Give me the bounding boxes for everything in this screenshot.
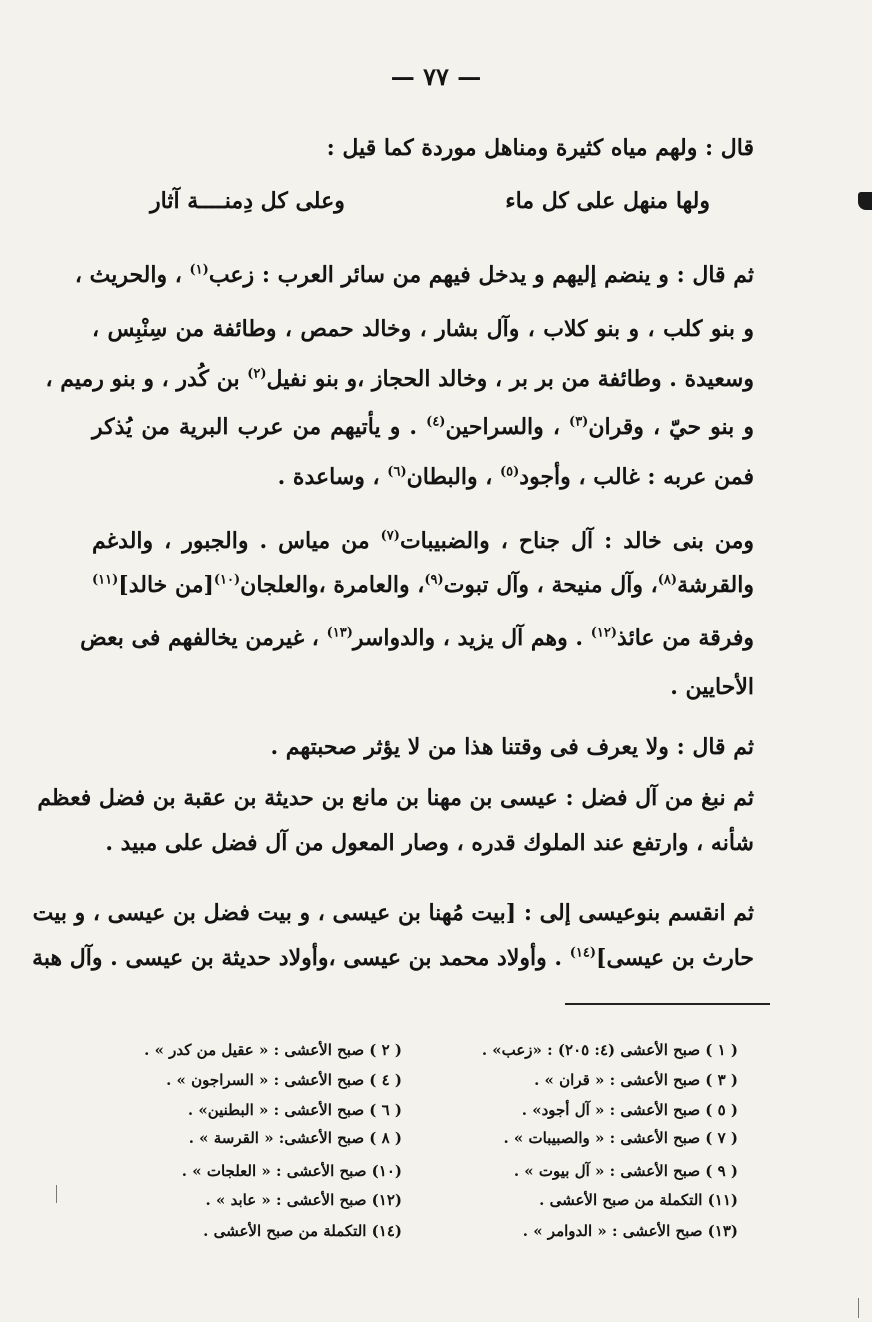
- footnote-ref: (٣): [569, 414, 589, 430]
- footnote-ref: (٦): [387, 464, 407, 480]
- footnote: ( ١ ) صبح الأعشى (٤: ٢٠٥) : «زعب» .: [481, 1041, 738, 1059]
- paragraph-line: ثم نبغ من آل فضل : عيسى بن مهنا بن مانع بن حديثة بن عقبة بن فضل فعظم: [37, 785, 754, 811]
- footnote: ( ٢ ) صبح الأعشى : « عقيل من كدر » .: [144, 1041, 402, 1059]
- footnote-ref: (١٣): [326, 625, 353, 641]
- footnote: (١٤) التكملة من صبح الأعشى .: [203, 1222, 402, 1240]
- verse-first-hemistich: ولها منهل على كل ماء: [505, 188, 710, 214]
- footnote-ref: (٥): [500, 464, 520, 480]
- footnote-separator: [565, 1003, 770, 1005]
- footnote-ref: (١): [189, 262, 209, 278]
- footnote-ref: (١١): [92, 572, 119, 588]
- paragraph-line: الأحايين .: [670, 674, 754, 700]
- intro-line: قال : ولهم مياه كثيرة ومناهل موردة كما قيل :: [326, 135, 754, 161]
- paragraph-line: والقرشة$^{(٨)}$، وآل منيحة ، وآل تبوت$^{(٩)}$، والعامرة ،والعلجان$^{(١٠)}$[من خالد]$^{(١١)}$: [92, 572, 754, 598]
- footnote: ( ٦ ) صبح الأعشى : « البطنين» .: [187, 1101, 402, 1119]
- paragraph-line: حارث بن عيسى]$^{(١٤)}$ . وأولاد محمد بن عيسى ،وأولاد حديثة بن عيسى . وآل هبة: [32, 945, 754, 971]
- paragraph-line: شأنه ، وارتفع عند الملوك قدره ، وصار المعول من آل فضل على مبيد .: [105, 830, 754, 856]
- scan-speck: [858, 1298, 859, 1318]
- footnote-ref: (٧): [380, 528, 400, 544]
- footnote-ref: (١٠): [213, 572, 241, 588]
- footnote-ref: (١٤): [569, 945, 597, 961]
- paragraph-line: ثم قال : ولا يعرف فى وقتنا هذا من لا يؤثر صحبتهم .: [270, 734, 754, 760]
- footnote: (١٣) صبح الأعشى : « الدوامر » .: [522, 1222, 738, 1240]
- paragraph-line: فمن عربه : غالب ، وأجود$^{(٥)}$ ، والبطان$^{(٦)}$ ، وساعدة .: [277, 464, 754, 490]
- paragraph-line: وفرقة من عائذ$^{(١٢)}$ . وهم آل يزيد ، والدواسر$^{(١٣)}$ ، غيرمن يخالفهم فى بعض: [80, 625, 754, 651]
- paragraph-line: و بنو كلب ، و بنو كلاب ، وآل بشار ، وخالد حمص ، وطائفة من سِنْبِس ،: [92, 316, 754, 342]
- paragraph-line: ومن بنى خالد : آل جناح ، والضبيبات$^{(٧)}$ من مياس . والجبور ، والدغم: [92, 528, 754, 554]
- footnote-ref: (٤): [426, 414, 446, 430]
- page-number: — ٧٧ —: [390, 62, 482, 91]
- scan-ink-mark: [858, 192, 872, 210]
- verse-second-hemistich: وعلى كل دِمنــــة آثار: [150, 188, 345, 214]
- footnote: ( ٤ ) صبح الأعشى : « السراجون » .: [166, 1071, 402, 1089]
- footnote: ( ٧ ) صبح الأعشى : « والصبيبات » .: [503, 1129, 738, 1147]
- paragraph-line: ثم قال : و ينضم إليهم و يدخل فيهم من سائر العرب : زعب$^{(١)}$ ، والحريث ،: [74, 262, 754, 288]
- footnote: ( ٣ ) صبح الأعشى : « قران » .: [534, 1071, 738, 1089]
- footnote-ref: (٨): [657, 572, 678, 588]
- scan-speck: [56, 1185, 57, 1203]
- footnote: ( ٥ ) صبح الأعشى : « آل أجود» .: [521, 1101, 738, 1119]
- footnote: (١١) التكملة من صبح الأعشى .: [539, 1191, 738, 1209]
- footnote-ref: (٢): [247, 366, 267, 382]
- footnote-ref: (٩): [424, 572, 444, 588]
- paragraph-line: و بنو حيّ ، وقران$^{(٣)}$ ، والسراحين$^{(٤)}$ . و يأتيهم من عرب البرية من يُذكر: [92, 414, 754, 440]
- footnote: ( ٨ ) صبح الأعشى: « القرسة » .: [188, 1129, 402, 1147]
- footnote: (١٢) صبح الأعشى : « عابد » .: [205, 1191, 402, 1209]
- footnote: ( ٩ ) صبح الأعشى : « آل بيوت » .: [513, 1162, 738, 1180]
- paragraph-line: ثم انقسم بنوعيسى إلى : [بيت مُهنا بن عيسى ، و بيت فضل بن عيسى ، و بيت: [32, 900, 754, 926]
- paragraph-line: وسعيدة . وطائفة من بر بر ، وخالد الحجاز ،و بنو نفيل$^{(٢)}$ بن كُدر ، و بنو رميم ،: [45, 366, 754, 392]
- footnote: (١٠) صبح الأعشى : « العلجات » .: [181, 1162, 402, 1180]
- footnote-ref: (١٢): [590, 625, 618, 641]
